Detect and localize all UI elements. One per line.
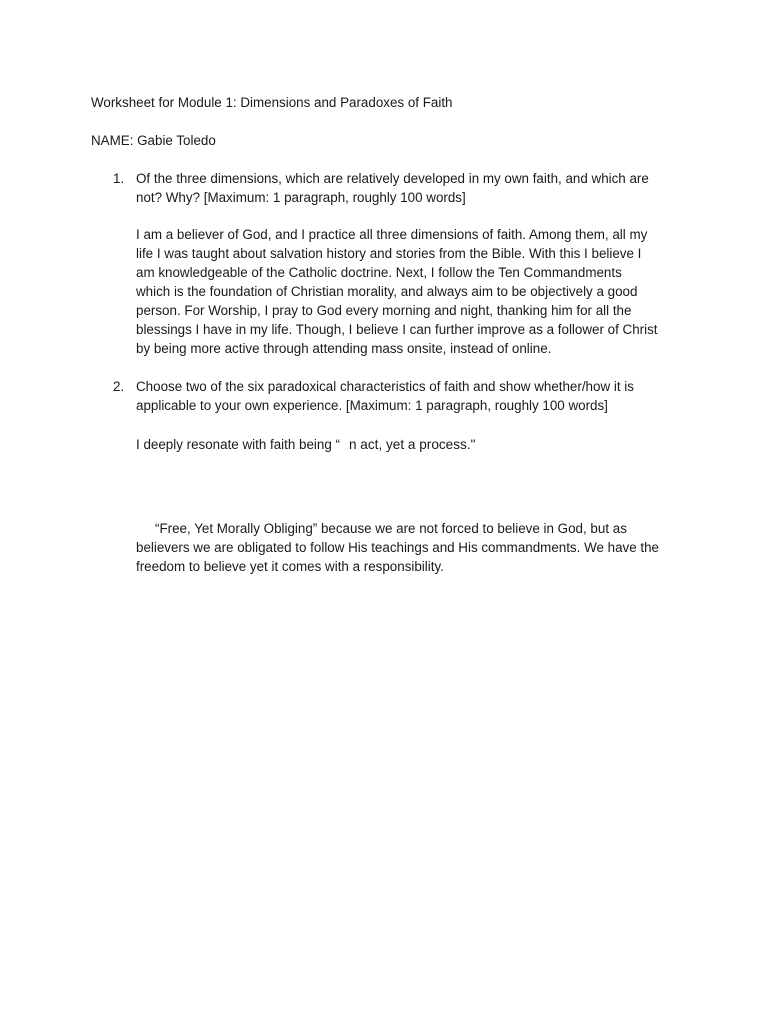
answer-line: person. For Worship, I pray to God every morning and night, thanking him for all the [136,303,632,318]
prompt-line: Of the three dimensions, which are relatively developed in my own faith, and which are [136,171,649,186]
answer-line: I am a believer of God, and I practice all three dimensions of faith. Among them, all my [136,227,648,242]
answer-line: freedom to believe yet it comes with a responsibility. [136,559,444,574]
answer-line: life I was taught about salvation history and stories from the Bible. With this I believe I [136,246,642,261]
answer-line: which is the foundation of Christian morality, and always aim to be objectively a good [136,284,638,299]
prompt-line: Choose two of the six paradoxical characteristics of faith and show whether/how it is [136,379,634,394]
answer-line: blessings I have in my life. Though, I believe I can further improve as a follower of Christ [136,322,658,337]
name-line: NAME: Gabie Toledo [91,133,216,148]
answer-line: believers we are obligated to follow His teachings and His commandments. We have the [136,540,659,555]
document-title: Worksheet for Module 1: Dimensions and Paradoxes of Faith [91,95,453,110]
question-prompt [136,169,681,207]
question-prompt [136,377,681,415]
question-number: 2. [113,379,125,394]
prompt-line: not? Why? [Maximum: 1 paragraph, roughly 100 words] [136,190,466,205]
answer-intro-end: n act, yet a process." [348,437,476,452]
answer-intro [136,435,475,454]
answer-intro-start: I deeply resonate with faith being “ [136,437,340,452]
answer-line: “Free, Yet Morally Obliging” because we are not forced to believe in God, but as [155,521,627,536]
prompt-line: applicable to your own experience. [Maximum: 1 paragraph, roughly 100 words] [136,398,608,413]
answer-line: by being more active through attending mass onsite, instead of online. [136,341,552,356]
answer-paragraph [136,225,681,358]
question-number: 1. [113,171,125,186]
answer-paragraph [136,519,681,576]
answer-line: am knowledgeable of the Catholic doctrine. Next, I follow the Ten Commandments [136,265,622,280]
